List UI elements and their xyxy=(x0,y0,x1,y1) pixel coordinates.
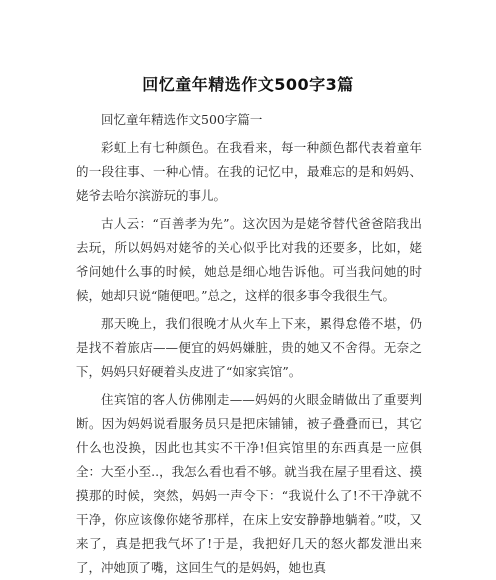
section-heading: 回忆童年精选作文500字篇一 xyxy=(101,112,263,127)
document-title: 回忆童年精选作文500字3篇 xyxy=(142,75,354,94)
document-body xyxy=(76,108,422,580)
paragraph-1: 彩虹上有七种颜色。在我看来，每一种颜色都代表着童年的一段往事、一种心情。在我的记忆中，最难忘的是和妈妈、姥爷去哈尔滨游玩的事儿。 xyxy=(76,140,422,203)
paragraph-4: 住宾馆的客人仿佛刚走——妈妈的火眼金睛做出了重要判断。因为妈妈说看服务员只是把床铺铺，被子叠叠而已，其它什么也没换，因此也其实不干净!但宾馆里的东西真是一应俱全：大至小至..，我怎么看也看不够。就当我在屋子里看这、摸摸那的时候，突然，妈妈一声令下：“我说什么了!不干净就不干净，你应该像你姥爷那样，在床上安安静静地躺着。”哎，又来了，真是把我气坏了!于是，我把好几天的怒火都发泄出来了，冲她顶了嘴，这回生气的是妈妈，她也真 xyxy=(76,392,422,575)
paragraph-3: 那天晚上，我们很晚才从火车上下来，累得怠倦不堪，仍是找不着旅店——便宜的妈妈嫌脏，贵的她又不舍得。无奈之下，妈妈只好硬着头皮进了“如家宾馆”。 xyxy=(76,316,422,379)
paragraph-2: 古人云：“百善孝为先”。这次因为是姥爷替代爸爸陪我出去玩，所以妈妈对姥爷的关心似乎比对我的还要多，比如，姥爷问她什么事的时候，她总是细心地告诉他。可当我问她的时候，她却只说“随便吧。”总之，这样的很多事令我很生气。 xyxy=(76,216,422,303)
